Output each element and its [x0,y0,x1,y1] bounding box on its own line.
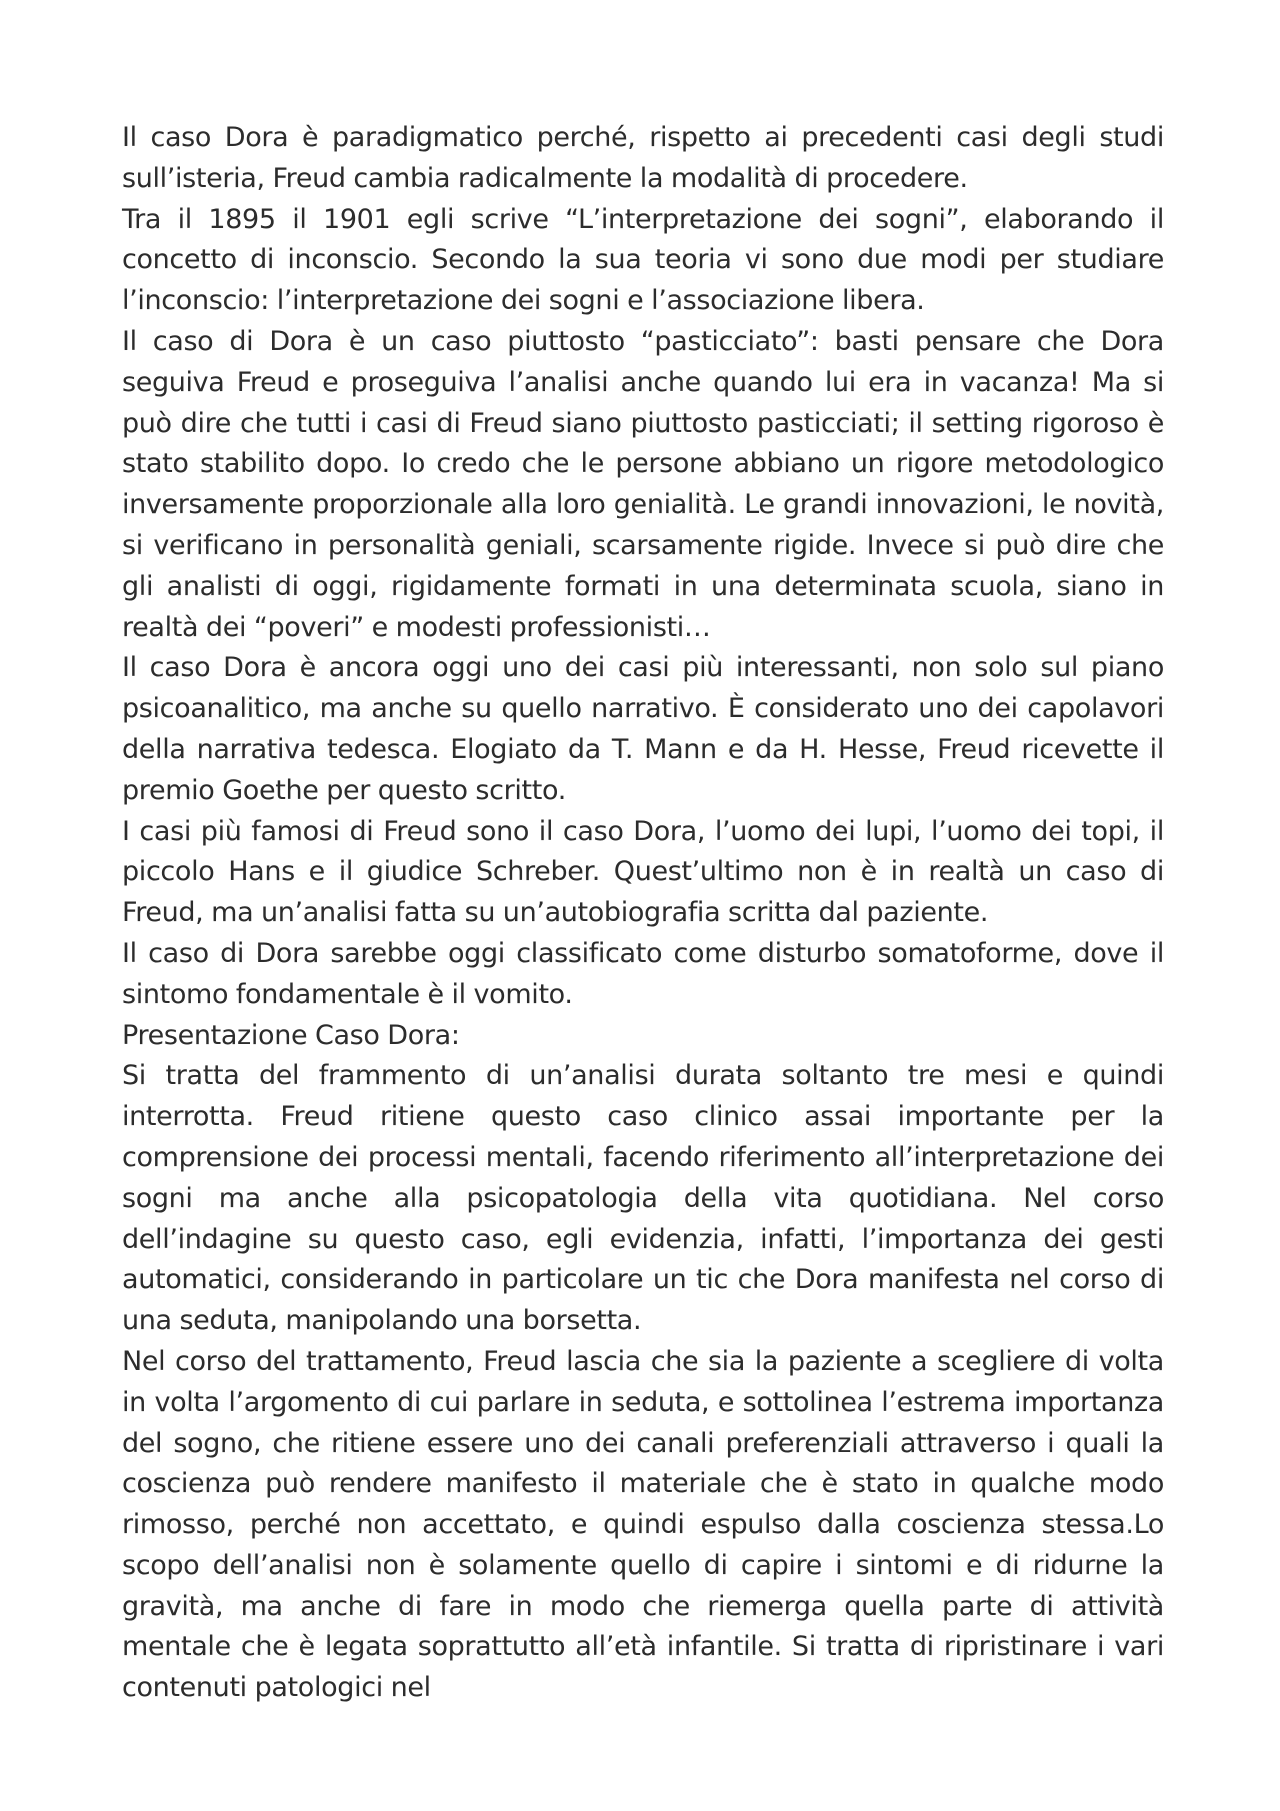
paragraph-famous-cases: I casi più famosi di Freud sono il caso Dora, l’uomo dei lupi, l’uomo dei topi, il piccolo Hans e il giudice Schreber. Quest’ultimo non è in realtà un caso di Freud, ma un’analisi fatta su un’autobiografia scritta dal paziente. [122,815,1164,929]
paragraph-analysis-fragment: Si tratta del frammento di un’analisi durata soltanto tre mesi e quindi interrotta. Freud ritiene questo caso clinico assai importante per la comprensione dei processi mentali, facendo riferimento all’interpretazione dei sogni ma anche alla psicopatologia della vita quotidiana. Nel corso dell’indagine su questo caso, egli evidenzia, infatti, l’importanza dei gesti automatici, considerando in particolare un tic che Dora manifesta nel corso di una seduta, manipolando una borsetta. [122,1060,1164,1337]
paragraph-treatment: Nel corso del trattamento, Freud lascia che sia la paziente a scegliere di volta in volta l’argomento di cui parlare in seduta, e sottolinea l’estrema importanza del sogno, che ritiene essere uno dei canali preferenziali attraverso i quali la coscienza può rendere manifesto il materiale che è stato in qualche modo rimosso, perché non accettato, e quindi espulso dalla coscienza stessa.Lo scopo dell’analisi non è solamente quello di capire i sintomi e di ridurne la gravità, ma anche di fare in modo che riemerga quella parte di attività mentale che è legata soprattutto all’età infantile. Si tratta di ripristinare i vari contenuti patologici nel [122,1345,1164,1704]
paragraph-paradigmatic-case: Il caso Dora è paradigmatico perché, rispetto ai precedenti casi degli studi sull’isteria, Freud cambia radicalmente la modalità di procedere. [122,122,1164,194]
document-page [122,118,1164,1709]
paragraph-messy-case: Il caso di Dora è un caso piuttosto “pasticciato”: basti pensare che Dora seguiva Freud e proseguiva l’analisi anche quando lui era in vacanza! Ma si può dire che tutti i casi di Freud siano piuttosto pasticciati; il setting rigoroso è stato stabilito dopo. Io credo che le persone abbiano un rigore metodologico inversamente proporzionale alla loro genialità. Le grandi innovazioni, le novità, si verificano in personalità geniali, scarsamente rigide. Invece si può dire che gli analisti di oggi, rigidamente formati in una determinata scuola, siano in realtà dei “poveri” e modesti professionisti… [122,325,1164,643]
paragraph-classification: Il caso di Dora sarebbe oggi classificato come disturbo somatoforme, dove il sintomo fondamentale è il vomito. [122,937,1164,1010]
paragraph-narrative-value: Il caso Dora è ancora oggi uno dei casi più interessanti, non solo sul piano psicoanalitico, ma anche su quello narrativo. È considerato uno dei capolavori della narrativa tedesca. Elogiato da T. Mann e da H. Hesse, Freud ricevette il premio Goethe per questo scritto. [122,652,1164,806]
section-heading-presentation: Presentazione Caso Dora: [122,1019,460,1051]
paragraph-interpretation-of-dreams: Tra il 1895 il 1901 egli scrive “L’interpretazione dei sogni”, elaborando il concetto di inconscio. Secondo la sua teoria vi sono due modi per studiare l’inconscio: l’interpretazione dei sogni e l’associazione libera. [122,203,1164,317]
